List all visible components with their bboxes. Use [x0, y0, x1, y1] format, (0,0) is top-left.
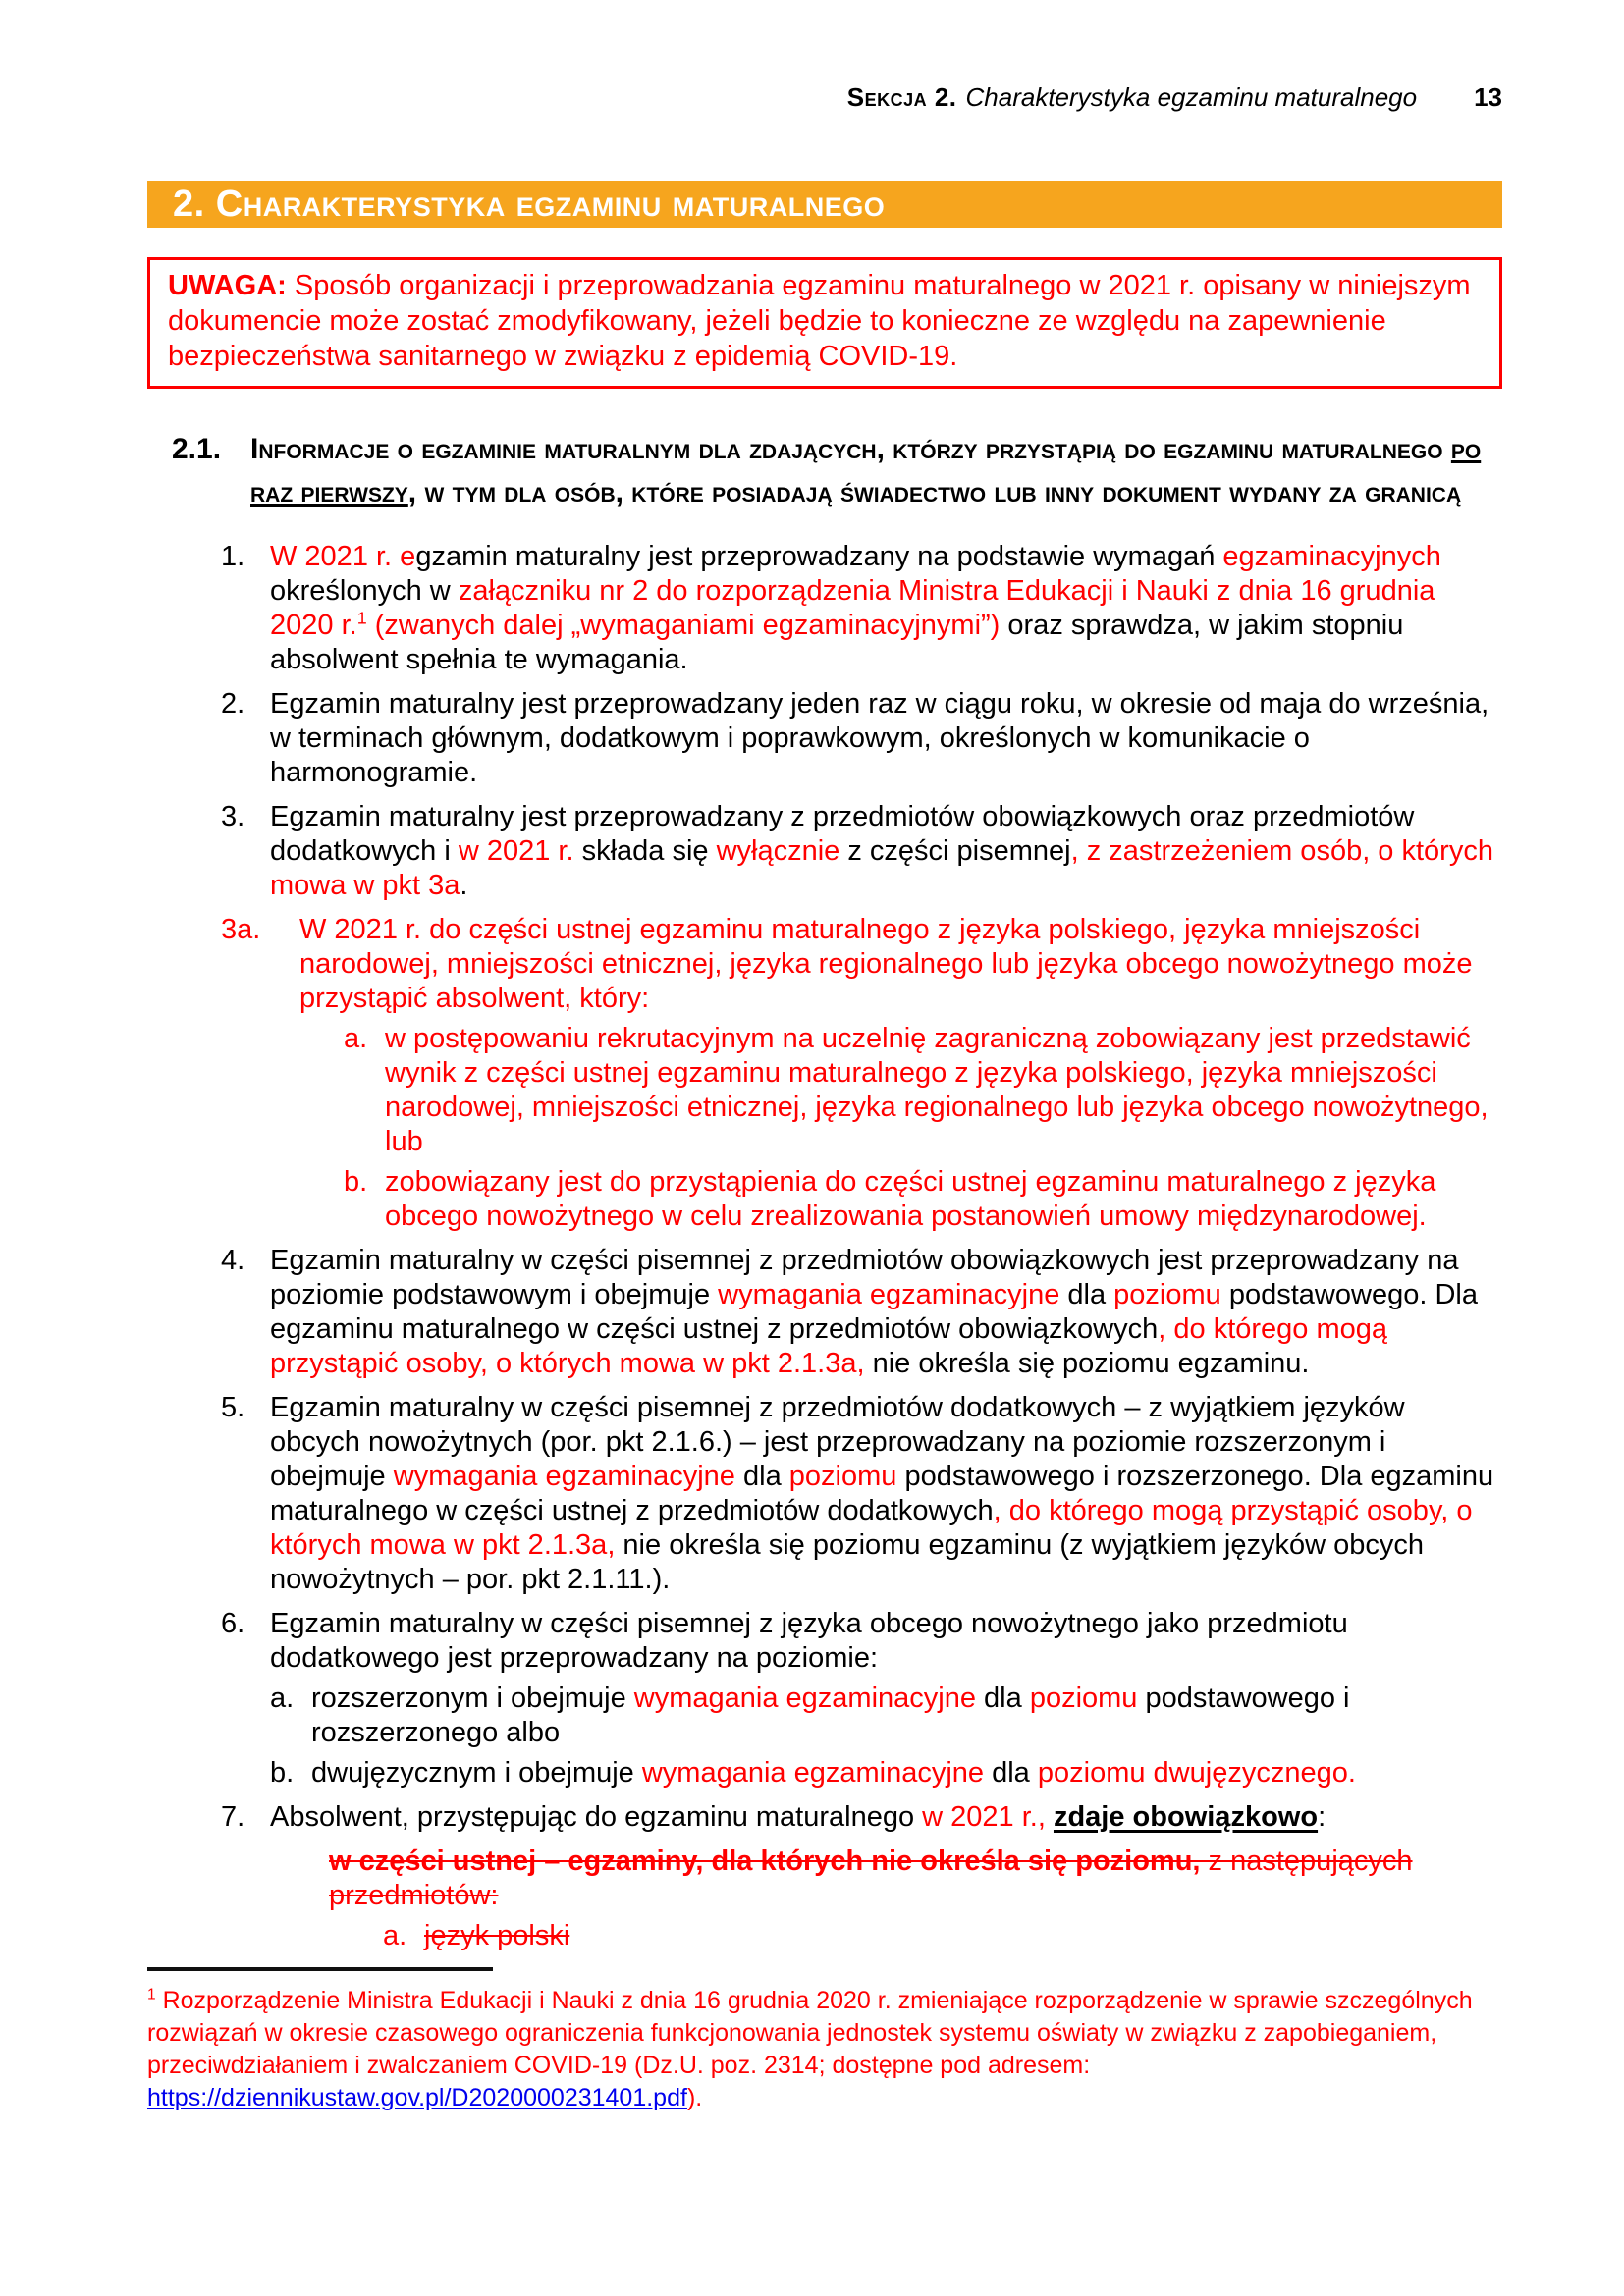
- footnote-text: [147, 1985, 1502, 2114]
- sub-item-letter: b.: [344, 1166, 368, 1198]
- sub-item-letter: a.: [383, 1920, 407, 1951]
- text-run: poziomu: [1113, 1279, 1221, 1310]
- sub-item-text: [424, 1919, 569, 1953]
- text-run: Egzamin maturalny w części pisemnej z przedmiotów dodatkowych – z wyjątkiem języków obcych nowożytnych (por. pkt 2.1.6.) – jest przeprowadzany na poziomie rozszerzonym i obejmuje: [270, 1392, 1405, 1492]
- text-run: .: [460, 870, 468, 901]
- sub-item: [383, 1919, 1502, 1953]
- header-section-title: Charakterystyka egzaminu maturalnego: [965, 82, 1418, 112]
- sub-item-letter: a.: [270, 1682, 295, 1714]
- text-run: W 2021 r. do części ustnej egzaminu maturalnego z języka polskiego, języka mniejszości narodowej, mniejszości etnicznej, języka regionalnego lub języka obcego nowożytnego może przystąpić absolwent, który:: [299, 914, 1473, 1014]
- text-run: poziomu dwujęzycznego.: [1037, 1757, 1356, 1789]
- item-body: [270, 540, 1502, 677]
- numbered-list: [147, 540, 1502, 1953]
- section-number: 2.1.: [172, 433, 222, 465]
- text-run: (zwanych dalej „wymaganiami egzaminacyjnymi”): [366, 610, 1001, 641]
- list-item: [221, 1244, 1502, 1381]
- item-number: 4.: [221, 1245, 245, 1276]
- chapter-title: 2. Charakterystyka egzaminu maturalnego: [173, 184, 886, 225]
- item-text: [270, 687, 1502, 790]
- text-run: podstawowego i rozszerzonego. Dla egzaminu maturalnego w części ustnej z przedmiotów dodatkowych: [270, 1461, 1494, 1526]
- text-run: , w tym dla osób, które posiadają świadectwo lub inny dokument wydany za granicą: [407, 476, 1462, 508]
- item-number: 2.: [221, 688, 245, 720]
- item-number: 3.: [221, 801, 245, 832]
- text-run: dwujęzycznym i obejmuje: [311, 1757, 642, 1789]
- text-run: , do którego mogą przystąpić osoby, o których mowa w pkt 2.1.3a,: [270, 1495, 1473, 1561]
- text-run: załączniku nr 2 do rozporządzenia Ministra Edukacji i Nauki z dnia 16 grudnia 2020 r.: [270, 575, 1435, 641]
- page-header: [147, 82, 1502, 112]
- item-number: 3a.: [221, 914, 261, 945]
- sub-item: [270, 1682, 1502, 1750]
- text-run: egzaminacyjnych: [1222, 541, 1441, 572]
- item-text: [270, 1391, 1502, 1597]
- text-run: z części pisemnej: [839, 835, 1071, 867]
- text-run: wyłącznie: [716, 835, 840, 867]
- page-number: 13: [1474, 82, 1502, 112]
- text-run: rozszerzonym i obejmuje: [311, 1682, 634, 1714]
- text-run: w części ustnej – egzaminy, dla których nie określa się poziomu,: [329, 1845, 1201, 1877]
- text-run: w 2021 r.: [458, 835, 574, 867]
- sub-item: [344, 1022, 1502, 1159]
- text-run: po raz pierwszy: [250, 433, 1482, 508]
- list-item: [221, 1800, 1502, 1953]
- text-run: poziomu: [1029, 1682, 1138, 1714]
- text-run: gzamin maturalny jest przeprowadzany na podstawie wymagań: [415, 541, 1223, 572]
- list-item: [221, 540, 1502, 677]
- text-run: Rozporządzenie Ministra Edukacji i Nauki z dnia 16 grudnia 2020 r. zmieniające rozporządzenie w sprawie szczególnych rozwiązań w okresie czasowego ograniczenia funkcjonowania jednostek systemu oświaty w związku z zapobieganiem, przeciwdziałaniem i zwalczaniem COVID-19 (Dz.U. poz. 2314; dostępne pod adresem:: [147, 1987, 1473, 2079]
- sub-item-text: [311, 1682, 1502, 1750]
- item-number: 7.: [221, 1801, 245, 1833]
- text-run: Absolwent, przystępując do egzaminu maturalnego: [270, 1801, 923, 1833]
- text-run: poziomu: [788, 1461, 897, 1492]
- item-text: [270, 1800, 1502, 1835]
- text-run: język polski: [424, 1920, 570, 1951]
- sub-item-letter: b.: [270, 1757, 295, 1789]
- strikethrough-paragraph: [329, 1844, 1502, 1913]
- text-run: , do którego mogą przystąpić osoby, o których mowa w pkt 2.1.3a,: [270, 1313, 1388, 1379]
- footnote: [147, 1967, 1502, 2114]
- list-item: [221, 687, 1502, 790]
- text-run: ).: [686, 2084, 703, 2111]
- sub-item-letter: a.: [344, 1023, 368, 1054]
- text-run: określonych w: [270, 575, 459, 607]
- list-item: [221, 1607, 1502, 1790]
- chapter-title-bar: [147, 181, 1502, 228]
- item-number: 5.: [221, 1392, 245, 1423]
- text-run: podstawowego. Dla egzaminu maturalnego w części ustnej z przedmiotów obowiązkowych: [270, 1279, 1478, 1345]
- item-body: [270, 687, 1502, 790]
- text-run: Informacje o egzaminie maturalnym dla zdających, którzy przystąpią do egzaminu maturalnego: [250, 433, 1451, 465]
- text-run: z następujących przedmiotów:: [329, 1845, 1413, 1911]
- text-run: wymagania egzaminacyjne: [393, 1461, 735, 1492]
- text-run: dla: [1059, 1279, 1114, 1310]
- item-text: [270, 540, 1502, 677]
- text-run: [1046, 1801, 1054, 1833]
- item-body: [270, 800, 1502, 903]
- text-run: Sposób organizacji i przeprowadzania egzaminu maturalnego w 2021 r. opisany w niniejszym dokumencie może zostać zmodyfikowany, jeżeli będzie to konieczne ze względu na zapewnienie bezpieczeństwa sanitarnego w związku z epidemią COVID-19.: [168, 270, 1471, 372]
- section-heading-text: [250, 428, 1502, 514]
- section-heading: [147, 428, 1502, 514]
- item-text: [270, 1244, 1502, 1381]
- text-run: Egzamin maturalny jest przeprowadzany jeden raz w ciągu roku, w okresie od maja do września, w terminach głównym, dodatkowym i poprawkowym, określonych w komunikacie o harmonogramie.: [270, 688, 1489, 788]
- text-run: dla: [734, 1461, 789, 1492]
- item-body: [270, 1391, 1502, 1597]
- footnote-rule: [147, 1967, 493, 1971]
- item-body: [299, 913, 1502, 1234]
- item-text: [299, 913, 1502, 1016]
- text-run: dla: [975, 1682, 1030, 1714]
- superscript-ref: 1: [356, 608, 367, 628]
- list-item: [221, 1391, 1502, 1597]
- item-body: [270, 1244, 1502, 1381]
- sub-item: [270, 1756, 1502, 1790]
- item-text: [270, 1607, 1502, 1676]
- text-run: :: [1318, 1801, 1326, 1833]
- sub-item: [344, 1165, 1502, 1234]
- text-run: w postępowaniu rekrutacyjnym na uczelnię zagraniczną zobowiązany jest przedstawić wynik z części ustnej egzaminu maturalnego z języka polskiego, języka mniejszości narodowej, mniejszości etnicznej, języka regionalnego lub języka obcego nowożytnego, lub: [385, 1023, 1489, 1157]
- text-run: w 2021 r.,: [922, 1801, 1046, 1833]
- notice-box: [147, 257, 1502, 389]
- text-run: UWAGA:: [168, 270, 287, 301]
- text-run: Egzamin maturalny w części pisemnej z przedmiotów obowiązkowych jest przeprowadzany na poziomie podstawowym i obejmuje: [270, 1245, 1459, 1310]
- text-run: wymagania egzaminacyjne: [641, 1757, 985, 1789]
- text-run: podstawowego i rozszerzonego albo: [311, 1682, 1350, 1748]
- list-item: [221, 913, 1502, 1234]
- item-number: 6.: [221, 1608, 245, 1639]
- item-body: [270, 1607, 1502, 1790]
- text-run: oraz sprawdza, w jakim stopniu absolwent spełnia te wymagania.: [270, 610, 1404, 675]
- text-run: , z zastrzeżeniem osób, o których mowa w pkt 3a: [270, 835, 1493, 901]
- superscript-ref: 1: [147, 1986, 156, 2003]
- text-run: wymagania egzaminacyjne: [718, 1279, 1060, 1310]
- text-run: składa się: [573, 835, 717, 867]
- notice-text: [168, 268, 1482, 374]
- item-text: [270, 800, 1502, 903]
- text-run: nie określa się poziomu egzaminu (z wyjątkiem języków obcych nowożytnych – por. pkt 2.1.11.).: [270, 1529, 1424, 1595]
- sub-item-text: [311, 1756, 1356, 1790]
- item-number: 1.: [221, 541, 245, 572]
- text-run: nie określa się poziomu egzaminu.: [864, 1348, 1310, 1379]
- list-item: [221, 800, 1502, 903]
- text-run: Egzamin maturalny w części pisemnej z języka obcego nowożytnego jako przedmiotu dodatkowego jest przeprowadzany na poziomie:: [270, 1608, 1348, 1674]
- text-run: Egzamin maturalny jest przeprowadzany z przedmiotów obowiązkowych oraz przedmiotów dodatkowych i: [270, 801, 1415, 867]
- text-run: wymagania egzaminacyjne: [633, 1682, 976, 1714]
- item-body: [270, 1800, 1502, 1953]
- sub-item-text: [385, 1165, 1502, 1234]
- header-section-label: Sekcja 2.: [846, 82, 957, 112]
- sub-item-text: [385, 1022, 1502, 1159]
- footnote-link[interactable]: https://dziennikustaw.gov.pl/D2020000231401.pdf: [147, 2084, 687, 2111]
- text-run: zdaje obowiązkowo: [1053, 1801, 1319, 1833]
- text-run: W 2021 r. e: [270, 541, 416, 572]
- text-run: dla: [984, 1757, 1038, 1789]
- text-run: zobowiązany jest do przystąpienia do części ustnej egzaminu maturalnego z języka obcego nowożytnego w celu zrealizowania postanowień umowy międzynarodowej.: [385, 1166, 1436, 1232]
